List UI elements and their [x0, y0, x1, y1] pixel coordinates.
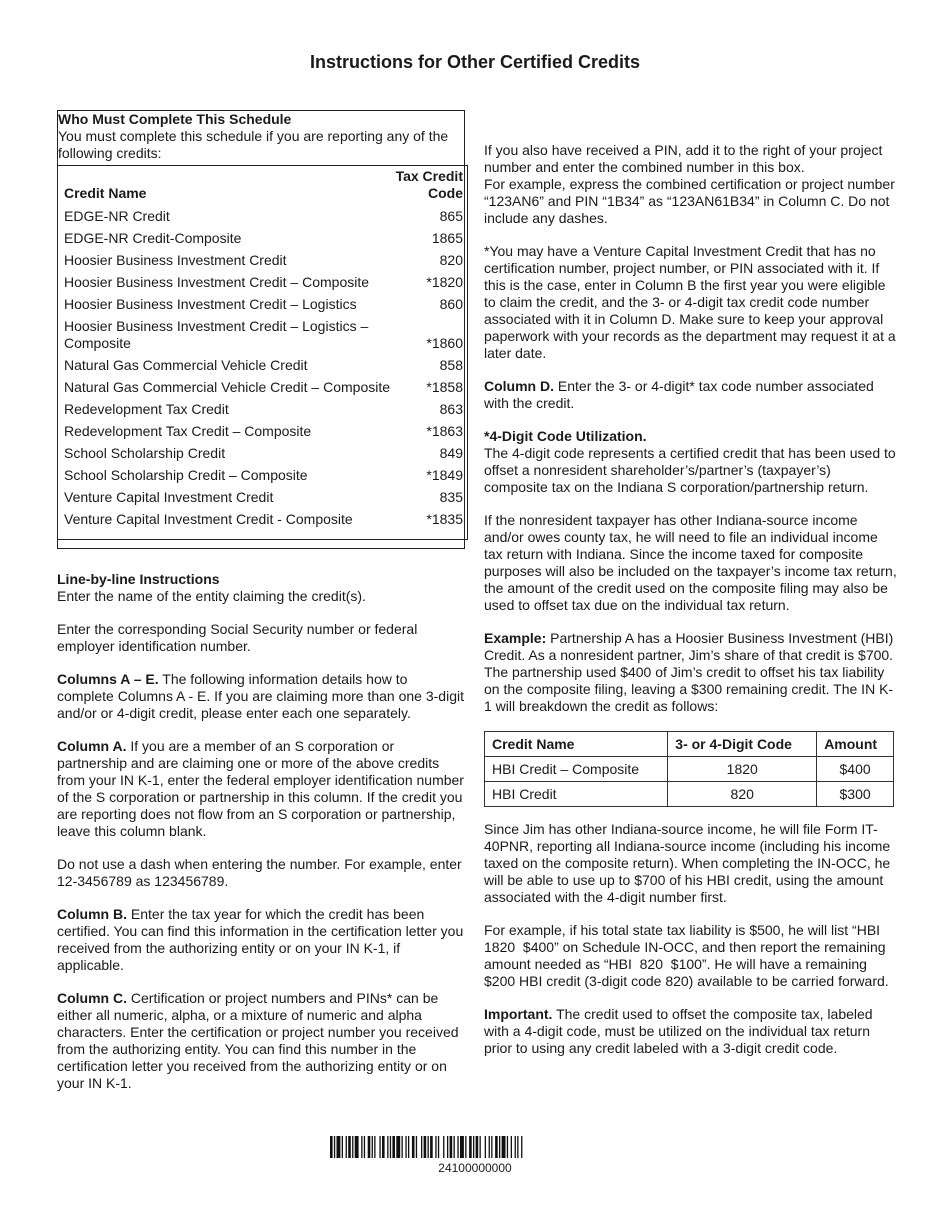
schedule-intro: You must complete this schedule if you are reporting any of the following credits: [58, 128, 449, 161]
barcode-number: 24100000000 [438, 1161, 512, 1175]
credit-code: 820 [439, 252, 463, 268]
credit-row [64, 445, 463, 462]
credit-name: Natural Gas Commercial Vehicle Credit [64, 357, 308, 373]
example-text: Partnership A has a Hoosier Business Investment (HBI) Credit. As a nonresident partner, Jim’s share of that credit is $700. The partnership used $400 of Jim’s credit to offset his tax liability on the composite filing, leaving a $300 remaining credit. The IN K-1 will breakdown the credit as follows: [484, 630, 894, 714]
code-util-text: The 4-digit code represents a certified credit that has been used to offset a nonresident shareholder’s/partner’s (taxpayer’s) composite tax on the Indiana S corporation/partnership return. [484, 445, 896, 495]
credit-code: *1863 [426, 423, 463, 439]
schedule-box [57, 110, 465, 549]
hbi-cell-code: 820 [668, 782, 817, 807]
important-text: The credit used to offset the composite tax, labeled with a 4-digit code, must be utilized on the individual tax return prior to using any credit labeled with a 3-digit credit code. [484, 1006, 873, 1056]
credit-row [64, 467, 463, 484]
left-column [57, 110, 465, 1108]
venture-para: *You may have a Venture Capital Investment Credit that has no certification number, project number, or PIN associated with it. If this is the case, enter in Column B the first year you were eligible to claim the credit, and the 3- or 4-digit tax credit code number associated with it in Column D. Make sure to keep your approval paperwork with your records as the department may request it at a later date. [484, 243, 896, 361]
credit-code: 863 [439, 401, 463, 417]
credit-row [64, 252, 463, 269]
credit-row [64, 401, 463, 418]
column-a-label: Column A. [57, 738, 127, 754]
hbi-col-name: Credit Name [485, 732, 668, 757]
hbi-table-row [485, 757, 894, 782]
example-label: Example: [484, 630, 547, 646]
column-d-text: Enter the 3- or 4-digit* tax code number associated with the credit. [484, 378, 874, 411]
nonresident-para: If the nonresident taxpayer has other Indiana-source income and/or owes county tax, he will need to file an individual income tax return with Indiana. Since the income taxed for composite purposes will also be included on the taxpayer’s income tax return, the amount of the credit used on the composite filing may also be used to offset tax due on the individual tax return. [484, 512, 897, 613]
credit-name: Hoosier Business Investment Credit – Logistics – Composite [64, 318, 369, 351]
credit-name: EDGE-NR Credit-Composite [64, 230, 242, 246]
column-d-para [484, 378, 898, 412]
hbi-cell-code: 1820 [668, 757, 817, 782]
credit-row [64, 423, 463, 440]
credit-name: Natural Gas Commercial Vehicle Credit – Composite [64, 379, 391, 395]
credit-code: *1820 [426, 274, 463, 290]
hbi-col-amount: Amount [817, 732, 894, 757]
credit-code: *1858 [426, 379, 463, 395]
column-c-text: Certification or project numbers and PINs* can be either all numeric, alpha, or a mixture of numeric and alpha characters. Enter the certification or project number you received from the authorizing entity. You can find this number in the certification letter you received from the authorizing entity or on your IN K-1. [57, 990, 459, 1091]
schedule-box-header [58, 111, 464, 165]
hbi-cell-amount: $400 [817, 757, 894, 782]
dash-note: Do not use a dash when entering the number. For example, enter 12-3456789 as 123456789. [57, 856, 462, 889]
since-para: Since Jim has other Indiana-source income, he will file Form IT-40PNR, reporting all Indiana-source income (including his income taxed on the composite return). When completing the IN-OCC, he will be able to use up to $700 of his HBI credit, using the amount associated with the 4-digit number first. [484, 821, 891, 905]
col-code-line1: Tax Credit [395, 168, 463, 184]
credit-code: 849 [439, 445, 463, 461]
credit-code: *1860 [426, 335, 463, 351]
credit-name: Hoosier Business Investment Credit – Logistics [64, 296, 357, 312]
credit-row [64, 296, 463, 313]
pin-para [484, 142, 898, 227]
col-tax-credit-code [396, 168, 463, 202]
line-heading: Line-by-line Instructions [57, 571, 220, 587]
credit-code: 835 [439, 489, 463, 505]
hbi-cell-amount: $300 [817, 782, 894, 807]
code-util-heading: *4-Digit Code Utilization. [484, 428, 647, 444]
pin-example: For example, express the combined certification or project number “123AN6” and PIN “1B34” as “123AN61B34” in Column C. Do not include any dashes. [484, 176, 895, 226]
example-para [484, 630, 898, 715]
credit-code: 860 [439, 296, 463, 312]
column-b-text: Enter the tax year for which the credit has been certified. You can find this information in the certification letter you received from the authorizing entity or on your IN K-1, if applicable. [57, 906, 464, 973]
hbi-cell-name: HBI Credit [485, 782, 668, 807]
hbi-table-row [485, 782, 894, 807]
hbi-table-header [485, 732, 894, 757]
credit-row [64, 511, 463, 528]
credit-code: *1835 [426, 511, 463, 527]
column-d-label: Column D. [484, 378, 554, 394]
credit-table-header [64, 168, 463, 202]
columns-a-e-label: Columns A – E. [57, 671, 159, 687]
credit-code: *1849 [426, 467, 463, 483]
column-c-label: Column C. [57, 990, 127, 1006]
important-para [484, 1006, 898, 1057]
credit-row [64, 230, 463, 247]
hbi-col-code: 3- or 4-Digit Code [668, 732, 817, 757]
column-c-para [57, 990, 465, 1092]
credit-name: Redevelopment Tax Credit [64, 401, 229, 417]
column-a-text: If you are a member of an S corporation or partnership and are claiming one or more of the above credits from your IN K-1, enter the federal employer identification number of the S corporation or partnership in this column. If the credit you are reporting does not flow from an S corporation or partnership, leave this column blank. [57, 738, 464, 839]
hbi-cell-name: HBI Credit – Composite [485, 757, 668, 782]
columns-a-e-para [57, 671, 465, 722]
barcode-image [330, 1136, 620, 1158]
credit-name: Hoosier Business Investment Credit – Composite [64, 274, 370, 290]
credit-code: 865 [439, 208, 463, 224]
line-instructions [57, 571, 465, 605]
important-label: Important. [484, 1006, 553, 1022]
credit-rows [64, 208, 463, 528]
hbi-table [484, 731, 894, 807]
pin-text: If you also have received a PIN, add it to the right of your project number and enter the combined number in this box. [484, 142, 883, 175]
column-b-label: Column B. [57, 906, 127, 922]
col-code-line2: Code [428, 185, 463, 201]
page-title: Instructions for Other Certified Credits [309, 52, 641, 72]
columns-a-e-text: The following information details how to complete Columns A - E. If you are claiming more than one 3-digit and/or or 4-digit credit, please enter each one separately. [57, 671, 464, 721]
column-b-para [57, 906, 465, 974]
credit-name: School Scholarship Credit [64, 445, 226, 461]
line-1-text: Enter the name of the entity claiming the credit(s). [57, 588, 366, 604]
credit-name: EDGE-NR Credit [64, 208, 170, 224]
credit-code: 1865 [431, 230, 463, 246]
credit-name: Venture Capital Investment Credit [64, 489, 274, 505]
credit-name: Redevelopment Tax Credit – Composite [64, 423, 312, 439]
credit-table [58, 165, 468, 540]
credit-name: Venture Capital Investment Credit - Composite [64, 511, 353, 527]
credit-row [64, 318, 463, 352]
credit-row [64, 357, 463, 374]
code-util-para [484, 428, 898, 496]
credit-code: 858 [439, 357, 463, 373]
credit-row [64, 379, 463, 396]
credit-name: Hoosier Business Investment Credit [64, 252, 287, 268]
credit-row [64, 489, 463, 506]
credit-row [64, 274, 463, 291]
schedule-heading: Who Must Complete This Schedule [58, 111, 292, 127]
col-credit-name: Credit Name [64, 185, 147, 201]
credit-name: School Scholarship Credit – Composite [64, 467, 308, 483]
line-2-text: Enter the corresponding Social Security number or federal employer identification number. [57, 621, 418, 654]
right-column [484, 142, 898, 1073]
for-example-para: For example, if his total state tax liability is $500, he will list “HBI 1820 $400” on Schedule IN-OCC, and then report the remaining amount needed as “HBI 820 $100”. He will have a remaining $200 HBI credit (3-digit code 820) available to be carried forward. [484, 922, 890, 989]
credit-row [64, 208, 463, 225]
column-a-para [57, 738, 465, 840]
